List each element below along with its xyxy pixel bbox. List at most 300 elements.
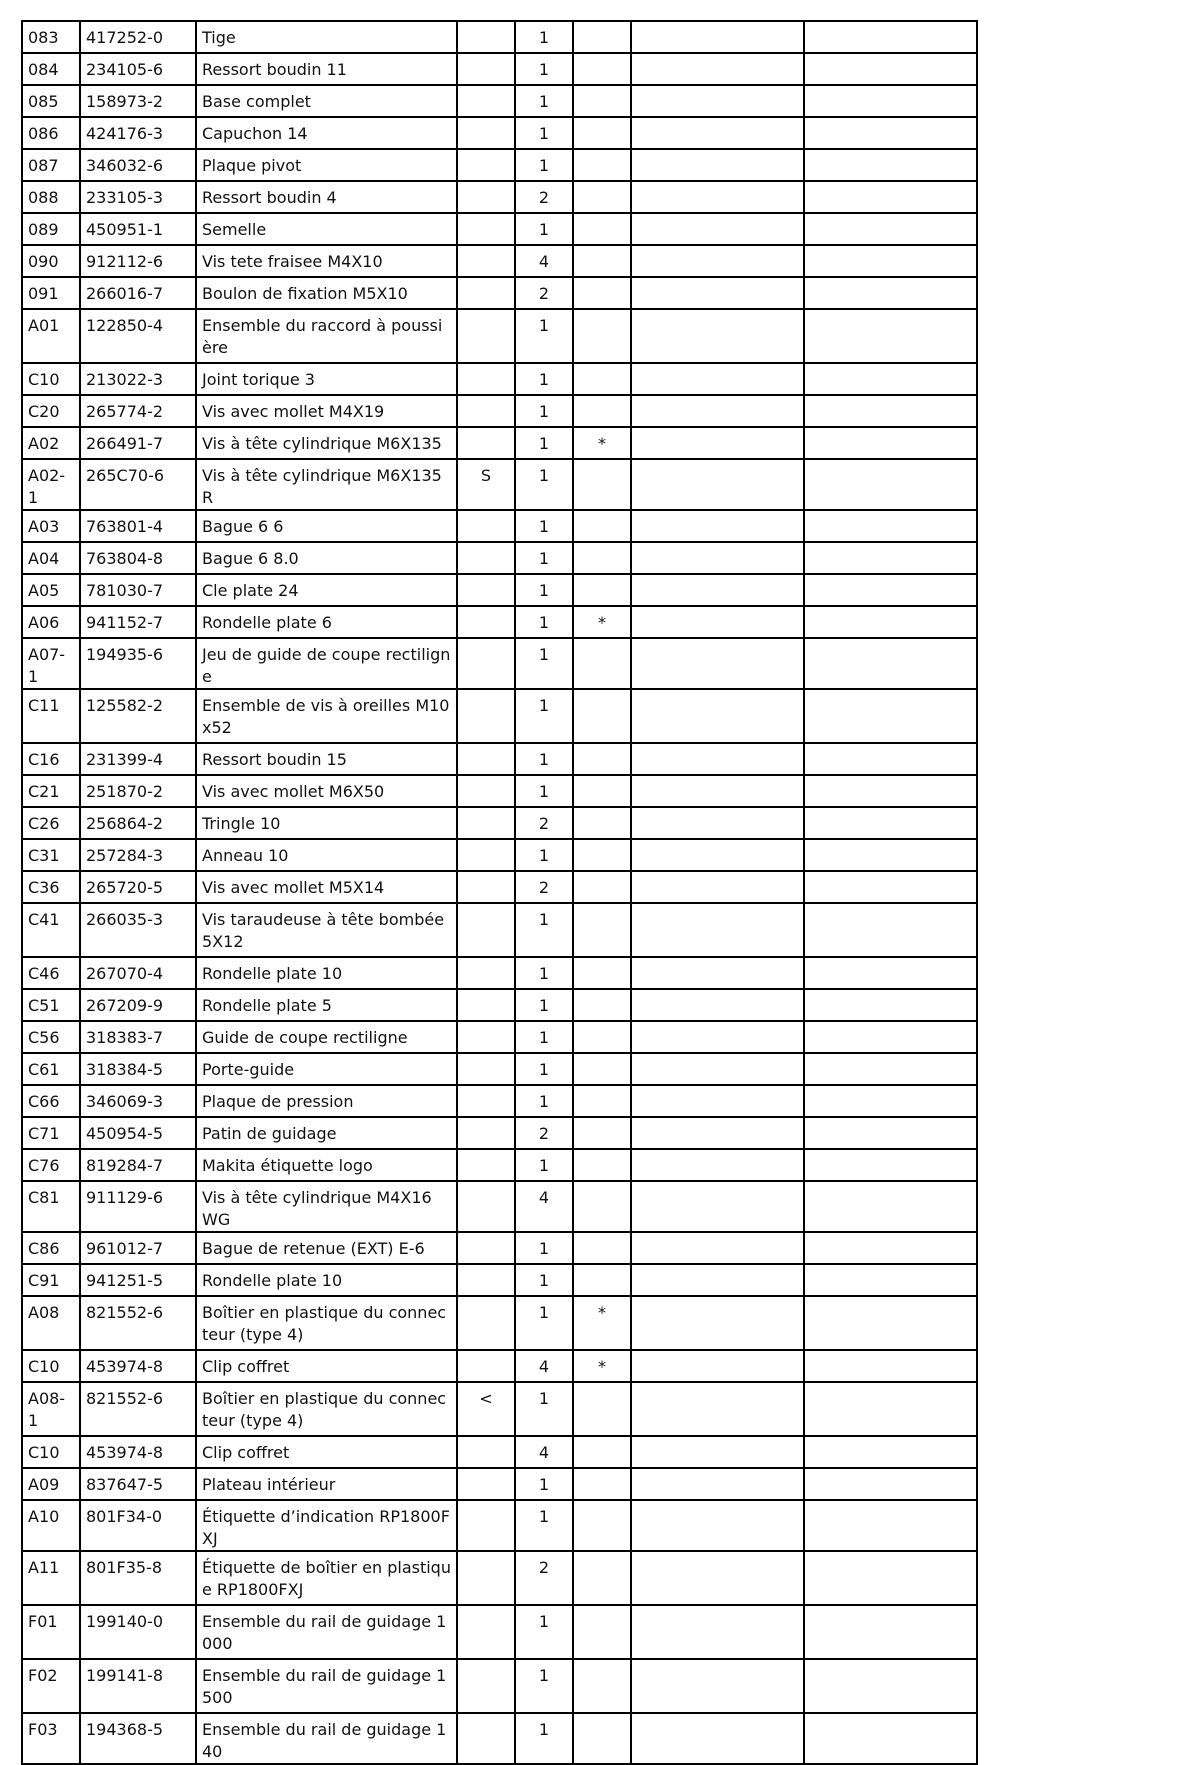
table-row bbox=[22, 245, 977, 277]
item-number-cell bbox=[22, 309, 80, 363]
extra-cell-1-text bbox=[637, 182, 798, 187]
part-number-cell-text: 424176-3 bbox=[86, 124, 164, 143]
extra-cell-2 bbox=[804, 1468, 977, 1500]
extra-cell-1 bbox=[631, 957, 804, 989]
item-number-cell-text: F03 bbox=[28, 1720, 58, 1739]
mark-cell-text bbox=[579, 1022, 625, 1027]
quantity-cell bbox=[515, 1296, 573, 1350]
table-row bbox=[22, 1659, 977, 1713]
mark-cell bbox=[573, 542, 631, 574]
extra-cell-2-text bbox=[810, 840, 971, 845]
extra-cell-2-text bbox=[810, 990, 971, 995]
extra-cell-1 bbox=[631, 1468, 804, 1500]
extra-cell-2 bbox=[804, 743, 977, 775]
description-cell bbox=[196, 839, 457, 871]
description-cell-text: Étiquette d’indication RP1800FXJ bbox=[202, 1507, 450, 1548]
part-number-cell bbox=[80, 181, 196, 213]
part-number-cell bbox=[80, 1350, 196, 1382]
part-number-cell bbox=[80, 689, 196, 743]
part-number-cell-text: 450954-5 bbox=[86, 1124, 164, 1143]
flag-cell-text bbox=[463, 278, 509, 283]
item-number-cell-text: A01 bbox=[28, 316, 60, 335]
flag-cell-text bbox=[463, 310, 509, 315]
flag-cell-text bbox=[463, 543, 509, 548]
description-cell bbox=[196, 395, 457, 427]
extra-cell-1-text bbox=[637, 990, 798, 995]
extra-cell-2-text bbox=[810, 575, 971, 580]
mark-cell-text bbox=[579, 1501, 625, 1506]
mark-cell-text bbox=[579, 182, 625, 187]
part-number-cell bbox=[80, 775, 196, 807]
flag-cell-text bbox=[463, 690, 509, 695]
flag-cell-text bbox=[463, 182, 509, 187]
extra-cell-2-text bbox=[810, 396, 971, 401]
item-number-cell-text: A03 bbox=[28, 517, 60, 536]
extra-cell-1-text bbox=[637, 460, 798, 465]
quantity-cell-text: 1 bbox=[538, 750, 550, 769]
mark-cell bbox=[573, 1117, 631, 1149]
extra-cell-1 bbox=[631, 277, 804, 309]
part-number-cell bbox=[80, 21, 196, 53]
mark-cell-text bbox=[579, 1660, 625, 1665]
part-number-cell-text: 346069-3 bbox=[86, 1092, 164, 1111]
extra-cell-2-text bbox=[810, 1297, 971, 1302]
quantity-cell-text: 1 bbox=[538, 1239, 550, 1258]
extra-cell-1 bbox=[631, 989, 804, 1021]
extra-cell-1-text bbox=[637, 396, 798, 401]
item-number-cell bbox=[22, 903, 80, 957]
table-row bbox=[22, 1382, 977, 1436]
quantity-cell bbox=[515, 363, 573, 395]
extra-cell-2 bbox=[804, 638, 977, 689]
extra-cell-1-text bbox=[637, 1054, 798, 1059]
mark-cell bbox=[573, 117, 631, 149]
mark-cell-text bbox=[579, 904, 625, 909]
flag-cell bbox=[457, 245, 515, 277]
item-number-cell bbox=[22, 213, 80, 245]
description-cell bbox=[196, 309, 457, 363]
quantity-cell-text: 1 bbox=[538, 782, 550, 801]
description-cell-text: Semelle bbox=[202, 220, 267, 239]
item-number-cell bbox=[22, 807, 80, 839]
extra-cell-2-text bbox=[810, 1383, 971, 1388]
flag-cell-text bbox=[463, 1150, 509, 1155]
flag-cell bbox=[457, 871, 515, 903]
flag-cell-text bbox=[463, 1086, 509, 1091]
description-cell-text: Ressort boudin 11 bbox=[202, 60, 347, 79]
description-cell-text: Joint torique 3 bbox=[202, 370, 315, 389]
extra-cell-2-text bbox=[810, 904, 971, 909]
quantity-cell-text: 1 bbox=[538, 1612, 550, 1631]
part-number-cell-text: 801F34-0 bbox=[86, 1507, 163, 1526]
part-number-cell bbox=[80, 395, 196, 427]
extra-cell-2-text bbox=[810, 150, 971, 155]
item-number-cell bbox=[22, 839, 80, 871]
description-cell bbox=[196, 542, 457, 574]
extra-cell-1 bbox=[631, 85, 804, 117]
mark-cell bbox=[573, 1085, 631, 1117]
table-row bbox=[22, 1264, 977, 1296]
flag-cell bbox=[457, 606, 515, 638]
mark-cell bbox=[573, 989, 631, 1021]
description-cell bbox=[196, 427, 457, 459]
table-row bbox=[22, 181, 977, 213]
extra-cell-1 bbox=[631, 1436, 804, 1468]
part-number-cell bbox=[80, 1605, 196, 1659]
item-number-cell-text: A02 bbox=[28, 434, 60, 453]
description-cell bbox=[196, 903, 457, 957]
extra-cell-1 bbox=[631, 871, 804, 903]
table-row bbox=[22, 1296, 977, 1350]
extra-cell-1-text bbox=[637, 1150, 798, 1155]
flag-cell-text bbox=[463, 1297, 509, 1302]
item-number-cell-text: C76 bbox=[28, 1156, 60, 1175]
part-number-cell bbox=[80, 1264, 196, 1296]
flag-cell bbox=[457, 638, 515, 689]
quantity-cell-text: 2 bbox=[538, 878, 550, 897]
extra-cell-1-text bbox=[637, 364, 798, 369]
mark-cell-text bbox=[579, 1437, 625, 1442]
table-row bbox=[22, 1117, 977, 1149]
part-number-cell bbox=[80, 1296, 196, 1350]
flag-cell-text bbox=[463, 607, 509, 612]
quantity-cell bbox=[515, 1436, 573, 1468]
mark-cell-text bbox=[579, 214, 625, 219]
flag-cell-text bbox=[463, 575, 509, 580]
quantity-cell-text: 4 bbox=[538, 252, 550, 271]
description-cell-text: Vis avec mollet M5X14 bbox=[202, 878, 385, 897]
item-number-cell-text: C31 bbox=[28, 846, 60, 865]
extra-cell-2-text bbox=[810, 86, 971, 91]
extra-cell-1 bbox=[631, 181, 804, 213]
item-number-cell bbox=[22, 957, 80, 989]
mark-cell-text: * bbox=[598, 1357, 606, 1376]
description-cell bbox=[196, 1436, 457, 1468]
mark-cell-text bbox=[579, 86, 625, 91]
mark-cell-text bbox=[579, 1182, 625, 1187]
extra-cell-2 bbox=[804, 606, 977, 638]
quantity-cell-text: 1 bbox=[538, 316, 550, 335]
description-cell-text: Bague 6 8.0 bbox=[202, 549, 299, 568]
description-cell-text: Ensemble du rail de guidage 1000 bbox=[202, 1612, 447, 1653]
extra-cell-2-text bbox=[810, 1552, 971, 1557]
extra-cell-2-text bbox=[810, 54, 971, 59]
extra-cell-2 bbox=[804, 245, 977, 277]
flag-cell-text bbox=[463, 118, 509, 123]
description-cell-text: Vis à tête cylindrique M6X135 R bbox=[202, 466, 442, 507]
extra-cell-2 bbox=[804, 1149, 977, 1181]
item-number-cell-text: C10 bbox=[28, 1443, 60, 1462]
extra-cell-2-text bbox=[810, 1265, 971, 1270]
item-number-cell-text: 088 bbox=[28, 188, 59, 207]
mark-cell-text bbox=[579, 364, 625, 369]
quantity-cell-text: 1 bbox=[538, 1271, 550, 1290]
item-number-cell-text: C10 bbox=[28, 370, 60, 389]
part-number-cell bbox=[80, 807, 196, 839]
description-cell-text: Ressort boudin 4 bbox=[202, 188, 337, 207]
item-number-cell-text: 089 bbox=[28, 220, 59, 239]
mark-cell bbox=[573, 510, 631, 542]
quantity-cell bbox=[515, 807, 573, 839]
quantity-cell-text: 1 bbox=[538, 549, 550, 568]
quantity-cell bbox=[515, 1085, 573, 1117]
table-row bbox=[22, 606, 977, 638]
mark-cell bbox=[573, 181, 631, 213]
item-number-cell-text: 090 bbox=[28, 252, 59, 271]
part-number-cell-text: 267070-4 bbox=[86, 964, 164, 983]
quantity-cell-text: 1 bbox=[538, 645, 550, 664]
flag-cell bbox=[457, 1149, 515, 1181]
extra-cell-1 bbox=[631, 427, 804, 459]
extra-cell-1 bbox=[631, 606, 804, 638]
part-number-cell-text: 231399-4 bbox=[86, 750, 164, 769]
flag-cell bbox=[457, 21, 515, 53]
flag-cell bbox=[457, 574, 515, 606]
extra-cell-1-text bbox=[637, 246, 798, 251]
description-cell-text: Cle plate 24 bbox=[202, 581, 299, 600]
quantity-cell-text: 1 bbox=[538, 1303, 550, 1322]
part-number-cell-text: 257284-3 bbox=[86, 846, 164, 865]
extra-cell-2-text bbox=[810, 1182, 971, 1187]
flag-cell bbox=[457, 1500, 515, 1551]
extra-cell-1 bbox=[631, 775, 804, 807]
item-number-cell bbox=[22, 1149, 80, 1181]
quantity-cell-text: 1 bbox=[538, 1028, 550, 1047]
flag-cell bbox=[457, 1436, 515, 1468]
item-number-cell bbox=[22, 117, 80, 149]
flag-cell-text bbox=[463, 214, 509, 219]
mark-cell bbox=[573, 1382, 631, 1436]
flag-cell-text bbox=[463, 54, 509, 59]
part-number-cell-text: 194368-5 bbox=[86, 1720, 164, 1739]
flag-cell-text bbox=[463, 776, 509, 781]
extra-cell-1 bbox=[631, 1500, 804, 1551]
description-cell-text: Plaque de pression bbox=[202, 1092, 354, 1111]
quantity-cell-text: 1 bbox=[538, 60, 550, 79]
extra-cell-1 bbox=[631, 1232, 804, 1264]
table-row bbox=[22, 743, 977, 775]
description-cell bbox=[196, 1551, 457, 1605]
flag-cell bbox=[457, 839, 515, 871]
quantity-cell bbox=[515, 85, 573, 117]
part-number-cell-text: 266035-3 bbox=[86, 910, 164, 929]
part-number-cell-text: 265774-2 bbox=[86, 402, 164, 421]
description-cell bbox=[196, 775, 457, 807]
part-number-cell-text: 199140-0 bbox=[86, 1612, 164, 1631]
table-row bbox=[22, 427, 977, 459]
extra-cell-2 bbox=[804, 542, 977, 574]
mark-cell-text bbox=[579, 639, 625, 644]
quantity-cell-text: 1 bbox=[538, 156, 550, 175]
flag-cell bbox=[457, 1468, 515, 1500]
part-number-cell bbox=[80, 363, 196, 395]
description-cell bbox=[196, 510, 457, 542]
extra-cell-2-text bbox=[810, 1351, 971, 1356]
extra-cell-1-text bbox=[637, 904, 798, 909]
mark-cell-text: * bbox=[598, 434, 606, 453]
item-number-cell bbox=[22, 1264, 80, 1296]
extra-cell-2-text bbox=[810, 1606, 971, 1611]
item-number-cell bbox=[22, 459, 80, 510]
mark-cell-text bbox=[579, 1383, 625, 1388]
quantity-cell-text: 4 bbox=[538, 1188, 550, 1207]
description-cell-text: Base complet bbox=[202, 92, 311, 111]
part-number-cell-text: 781030-7 bbox=[86, 581, 164, 600]
mark-cell-text bbox=[579, 575, 625, 580]
part-number-cell bbox=[80, 542, 196, 574]
extra-cell-1-text bbox=[637, 118, 798, 123]
flag-cell bbox=[457, 1117, 515, 1149]
extra-cell-2 bbox=[804, 1500, 977, 1551]
part-number-cell bbox=[80, 903, 196, 957]
flag-cell bbox=[457, 85, 515, 117]
mark-cell bbox=[573, 85, 631, 117]
description-cell bbox=[196, 1117, 457, 1149]
mark-cell bbox=[573, 1296, 631, 1350]
extra-cell-1 bbox=[631, 1713, 804, 1764]
part-number-cell-text: 417252-0 bbox=[86, 28, 164, 47]
extra-cell-1 bbox=[631, 1264, 804, 1296]
part-number-cell bbox=[80, 1232, 196, 1264]
parts-table bbox=[21, 20, 978, 1765]
item-number-cell bbox=[22, 149, 80, 181]
item-number-cell bbox=[22, 606, 80, 638]
extra-cell-1-text bbox=[637, 607, 798, 612]
quantity-cell-text: 1 bbox=[538, 964, 550, 983]
extra-cell-1 bbox=[631, 395, 804, 427]
description-cell bbox=[196, 957, 457, 989]
table-row bbox=[22, 21, 977, 53]
flag-cell bbox=[457, 363, 515, 395]
extra-cell-1-text bbox=[637, 22, 798, 27]
mark-cell-text bbox=[579, 1086, 625, 1091]
mark-cell-text bbox=[579, 278, 625, 283]
item-number-cell-text: A08-1 bbox=[28, 1389, 66, 1430]
description-cell-text: Vis à tête cylindrique M4X16 WG bbox=[202, 1188, 432, 1229]
quantity-cell-text: 1 bbox=[538, 370, 550, 389]
item-number-cell-text: A10 bbox=[28, 1507, 60, 1526]
mark-cell-text bbox=[579, 246, 625, 251]
item-number-cell bbox=[22, 21, 80, 53]
quantity-cell-text: 2 bbox=[538, 188, 550, 207]
mark-cell bbox=[573, 1181, 631, 1232]
part-number-cell bbox=[80, 957, 196, 989]
item-number-cell bbox=[22, 689, 80, 743]
part-number-cell-text: 837647-5 bbox=[86, 1475, 164, 1494]
flag-cell-text bbox=[463, 1501, 509, 1506]
extra-cell-2-text bbox=[810, 118, 971, 123]
extra-cell-1-text bbox=[637, 310, 798, 315]
item-number-cell bbox=[22, 1085, 80, 1117]
description-cell bbox=[196, 1468, 457, 1500]
description-cell bbox=[196, 213, 457, 245]
flag-cell bbox=[457, 1296, 515, 1350]
part-number-cell-text: 941152-7 bbox=[86, 613, 164, 632]
mark-cell bbox=[573, 689, 631, 743]
extra-cell-1-text bbox=[637, 1297, 798, 1302]
item-number-cell-text: C61 bbox=[28, 1060, 60, 1079]
flag-cell bbox=[457, 1085, 515, 1117]
part-number-cell bbox=[80, 638, 196, 689]
quantity-cell-text: 1 bbox=[538, 402, 550, 421]
mark-cell bbox=[573, 149, 631, 181]
mark-cell bbox=[573, 459, 631, 510]
flag-cell bbox=[457, 213, 515, 245]
flag-cell bbox=[457, 277, 515, 309]
quantity-cell-text: 1 bbox=[538, 1475, 550, 1494]
extra-cell-1 bbox=[631, 689, 804, 743]
part-number-cell-text: 266491-7 bbox=[86, 434, 164, 453]
extra-cell-1-text bbox=[637, 511, 798, 516]
mark-cell-text bbox=[579, 872, 625, 877]
flag-cell bbox=[457, 427, 515, 459]
description-cell-text: Patin de guidage bbox=[202, 1124, 337, 1143]
item-number-cell-text: C66 bbox=[28, 1092, 60, 1111]
mark-cell-text bbox=[579, 1265, 625, 1270]
item-number-cell-text: 083 bbox=[28, 28, 59, 47]
extra-cell-2 bbox=[804, 1436, 977, 1468]
part-number-cell bbox=[80, 510, 196, 542]
part-number-cell bbox=[80, 1181, 196, 1232]
description-cell bbox=[196, 181, 457, 213]
table-row bbox=[22, 1713, 977, 1764]
table-row bbox=[22, 510, 977, 542]
part-number-cell-text: 194935-6 bbox=[86, 645, 164, 664]
description-cell bbox=[196, 117, 457, 149]
extra-cell-1 bbox=[631, 1659, 804, 1713]
item-number-cell bbox=[22, 1551, 80, 1605]
item-number-cell-text: 091 bbox=[28, 284, 59, 303]
description-cell bbox=[196, 1296, 457, 1350]
mark-cell bbox=[573, 1659, 631, 1713]
extra-cell-1 bbox=[631, 542, 804, 574]
part-number-cell bbox=[80, 1659, 196, 1713]
part-number-cell-text: 346032-6 bbox=[86, 156, 164, 175]
extra-cell-1 bbox=[631, 1296, 804, 1350]
item-number-cell bbox=[22, 363, 80, 395]
description-cell bbox=[196, 1350, 457, 1382]
quantity-cell-text: 1 bbox=[538, 1156, 550, 1175]
quantity-cell bbox=[515, 1117, 573, 1149]
quantity-cell bbox=[515, 1713, 573, 1764]
quantity-cell bbox=[515, 117, 573, 149]
description-cell-text: Vis tete fraisee M4X10 bbox=[202, 252, 383, 271]
item-number-cell bbox=[22, 1605, 80, 1659]
flag-cell-text bbox=[463, 1054, 509, 1059]
mark-cell-text bbox=[579, 1150, 625, 1155]
item-number-cell-text: A04 bbox=[28, 549, 60, 568]
description-cell-text: Étiquette de boîtier en plastique RP1800FXJ bbox=[202, 1558, 451, 1599]
table-row bbox=[22, 309, 977, 363]
part-number-cell-text: 961012-7 bbox=[86, 1239, 164, 1258]
mark-cell bbox=[573, 871, 631, 903]
extra-cell-2 bbox=[804, 1021, 977, 1053]
flag-cell-text bbox=[463, 1351, 509, 1356]
mark-cell bbox=[573, 277, 631, 309]
extra-cell-2-text bbox=[810, 1714, 971, 1719]
flag-cell-text bbox=[463, 1022, 509, 1027]
quantity-cell bbox=[515, 1500, 573, 1551]
extra-cell-2 bbox=[804, 309, 977, 363]
extra-cell-2-text bbox=[810, 1118, 971, 1123]
table-row bbox=[22, 1053, 977, 1085]
item-number-cell-text: A07-1 bbox=[28, 645, 66, 686]
extra-cell-2 bbox=[804, 117, 977, 149]
item-number-cell-text: A08 bbox=[28, 1303, 60, 1322]
extra-cell-1-text bbox=[637, 872, 798, 877]
description-cell bbox=[196, 459, 457, 510]
quantity-cell bbox=[515, 606, 573, 638]
